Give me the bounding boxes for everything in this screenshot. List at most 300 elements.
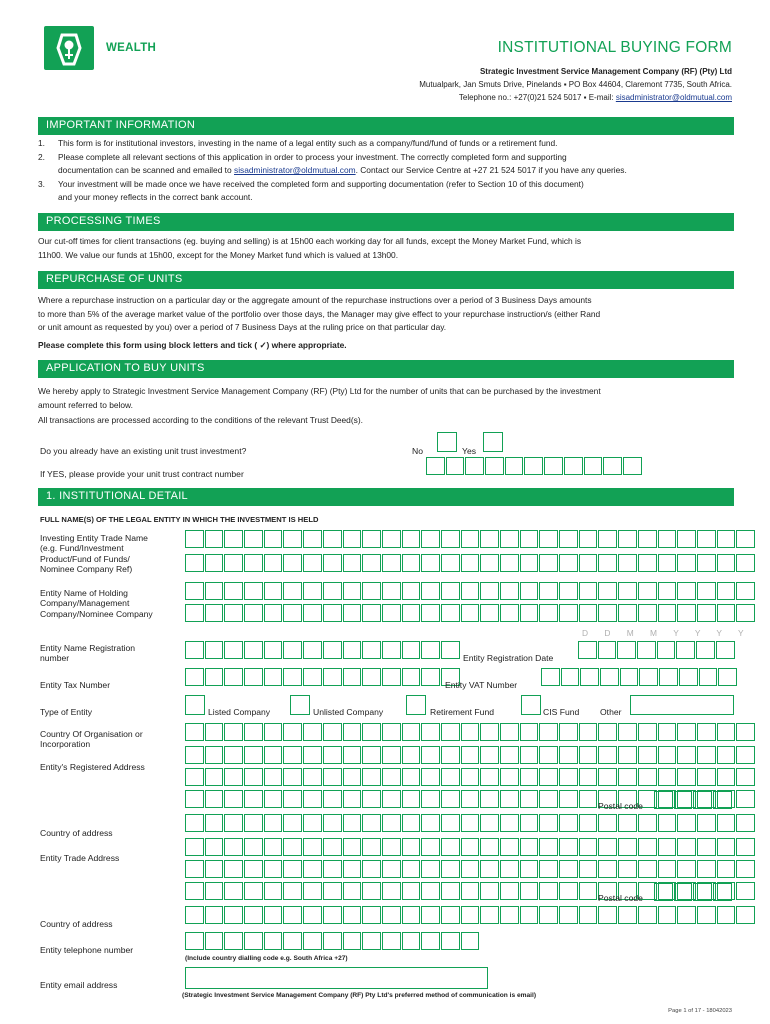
- input-cell[interactable]: [539, 604, 558, 622]
- input-cell[interactable]: [264, 932, 283, 950]
- input-cell[interactable]: [693, 791, 712, 809]
- input-cell[interactable]: [244, 790, 263, 808]
- input-cell[interactable]: [264, 604, 283, 622]
- input-cell[interactable]: [224, 668, 243, 686]
- input-cell[interactable]: [559, 906, 578, 924]
- input-cell[interactable]: [598, 723, 617, 741]
- telephone-field[interactable]: [185, 932, 480, 950]
- input-cell[interactable]: [343, 723, 362, 741]
- input-cell[interactable]: [638, 746, 657, 764]
- input-cell[interactable]: [638, 860, 657, 878]
- input-cell[interactable]: [421, 932, 440, 950]
- input-cell[interactable]: [362, 668, 381, 686]
- input-cell[interactable]: [480, 768, 499, 786]
- input-cell[interactable]: [559, 814, 578, 832]
- input-cell[interactable]: [638, 582, 657, 600]
- input-cell[interactable]: [205, 882, 224, 900]
- input-cell[interactable]: [264, 814, 283, 832]
- input-cell[interactable]: [264, 906, 283, 924]
- input-cell[interactable]: [185, 554, 204, 572]
- input-cell[interactable]: [677, 554, 696, 572]
- input-cell[interactable]: [224, 604, 243, 622]
- input-cell[interactable]: [402, 768, 421, 786]
- country-address-field[interactable]: [185, 814, 756, 832]
- input-cell[interactable]: [205, 814, 224, 832]
- input-cell[interactable]: [244, 814, 263, 832]
- input-cell[interactable]: [697, 838, 716, 856]
- input-cell[interactable]: [677, 814, 696, 832]
- input-cell[interactable]: [520, 814, 539, 832]
- input-cell[interactable]: [362, 882, 381, 900]
- input-cell[interactable]: [283, 932, 302, 950]
- input-cell[interactable]: [343, 582, 362, 600]
- input-cell[interactable]: [603, 457, 622, 475]
- input-cell[interactable]: [343, 932, 362, 950]
- input-cell[interactable]: [185, 790, 204, 808]
- input-cell[interactable]: [382, 641, 401, 659]
- input-cell[interactable]: [677, 723, 696, 741]
- input-cell[interactable]: [638, 906, 657, 924]
- input-cell[interactable]: [544, 457, 563, 475]
- input-cell[interactable]: [362, 768, 381, 786]
- input-cell[interactable]: [658, 604, 677, 622]
- input-cell[interactable]: [579, 530, 598, 548]
- input-cell[interactable]: [618, 746, 637, 764]
- input-cell[interactable]: [598, 641, 617, 659]
- contract-number-field[interactable]: [426, 457, 643, 475]
- input-cell[interactable]: [480, 746, 499, 764]
- input-cell[interactable]: [717, 906, 736, 924]
- input-cell[interactable]: [561, 668, 580, 686]
- input-cell[interactable]: [564, 457, 583, 475]
- input-cell[interactable]: [185, 860, 204, 878]
- input-cell[interactable]: [559, 582, 578, 600]
- input-cell[interactable]: [539, 768, 558, 786]
- input-cell[interactable]: [541, 668, 560, 686]
- input-cell[interactable]: [224, 932, 243, 950]
- input-cell[interactable]: [697, 906, 716, 924]
- input-cell[interactable]: [697, 604, 716, 622]
- input-cell[interactable]: [559, 860, 578, 878]
- input-cell[interactable]: [303, 932, 322, 950]
- input-cell[interactable]: [323, 746, 342, 764]
- input-cell[interactable]: [185, 746, 204, 764]
- country-address-field-2[interactable]: [185, 906, 756, 924]
- input-cell[interactable]: [717, 768, 736, 786]
- input-cell[interactable]: [618, 554, 637, 572]
- input-cell[interactable]: [736, 814, 755, 832]
- input-cell[interactable]: [185, 668, 204, 686]
- input-cell[interactable]: [736, 582, 755, 600]
- input-cell[interactable]: [244, 746, 263, 764]
- input-cell[interactable]: [480, 604, 499, 622]
- input-cell[interactable]: [500, 582, 519, 600]
- input-cell[interactable]: [539, 860, 558, 878]
- input-cell[interactable]: [244, 838, 263, 856]
- input-cell[interactable]: [559, 746, 578, 764]
- input-cell[interactable]: [402, 746, 421, 764]
- input-cell[interactable]: [736, 554, 755, 572]
- input-cell[interactable]: [264, 790, 283, 808]
- input-cell[interactable]: [520, 838, 539, 856]
- input-cell[interactable]: [658, 530, 677, 548]
- input-cell[interactable]: [323, 790, 342, 808]
- registered-address-row1[interactable]: [185, 746, 756, 764]
- input-cell[interactable]: [618, 814, 637, 832]
- input-cell[interactable]: [461, 814, 480, 832]
- input-cell[interactable]: [461, 768, 480, 786]
- input-cell[interactable]: [185, 906, 204, 924]
- input-cell[interactable]: [421, 746, 440, 764]
- input-cell[interactable]: [205, 906, 224, 924]
- input-cell[interactable]: [697, 746, 716, 764]
- input-cell[interactable]: [500, 882, 519, 900]
- input-cell[interactable]: [244, 582, 263, 600]
- input-cell[interactable]: [485, 457, 504, 475]
- input-cell[interactable]: [323, 882, 342, 900]
- input-cell[interactable]: [539, 906, 558, 924]
- input-cell[interactable]: [382, 604, 401, 622]
- input-cell[interactable]: [520, 530, 539, 548]
- input-cell[interactable]: [382, 838, 401, 856]
- postal-code-field[interactable]: [654, 791, 733, 809]
- input-cell[interactable]: [480, 530, 499, 548]
- input-cell[interactable]: [679, 668, 698, 686]
- input-cell[interactable]: [717, 530, 736, 548]
- input-cell[interactable]: [598, 768, 617, 786]
- input-cell[interactable]: [579, 582, 598, 600]
- input-cell[interactable]: [343, 746, 362, 764]
- input-cell[interactable]: [559, 882, 578, 900]
- input-cell[interactable]: [264, 882, 283, 900]
- input-cell[interactable]: [441, 604, 460, 622]
- input-cell[interactable]: [677, 530, 696, 548]
- input-cell[interactable]: [697, 768, 716, 786]
- input-cell[interactable]: [362, 790, 381, 808]
- input-cell[interactable]: [283, 814, 302, 832]
- input-cell[interactable]: [697, 582, 716, 600]
- input-cell[interactable]: [303, 582, 322, 600]
- input-cell[interactable]: [461, 582, 480, 600]
- input-cell[interactable]: [205, 582, 224, 600]
- input-cell[interactable]: [382, 814, 401, 832]
- input-cell[interactable]: [185, 814, 204, 832]
- input-cell[interactable]: [185, 882, 204, 900]
- input-cell[interactable]: [717, 554, 736, 572]
- input-cell[interactable]: [618, 604, 637, 622]
- input-cell[interactable]: [677, 860, 696, 878]
- input-cell[interactable]: [343, 882, 362, 900]
- input-cell[interactable]: [362, 604, 381, 622]
- input-cell[interactable]: [264, 582, 283, 600]
- input-cell[interactable]: [224, 814, 243, 832]
- input-cell[interactable]: [362, 906, 381, 924]
- input-cell[interactable]: [362, 746, 381, 764]
- input-cell[interactable]: [205, 554, 224, 572]
- input-cell[interactable]: [402, 838, 421, 856]
- input-cell[interactable]: [283, 906, 302, 924]
- input-cell[interactable]: [244, 604, 263, 622]
- input-cell[interactable]: [500, 723, 519, 741]
- cis-fund-checkbox[interactable]: [521, 695, 541, 715]
- input-cell[interactable]: [323, 554, 342, 572]
- input-cell[interactable]: [520, 582, 539, 600]
- input-cell[interactable]: [736, 838, 755, 856]
- input-cell[interactable]: [402, 723, 421, 741]
- input-cell[interactable]: [658, 723, 677, 741]
- input-cell[interactable]: [244, 530, 263, 548]
- input-cell[interactable]: [343, 814, 362, 832]
- input-cell[interactable]: [362, 932, 381, 950]
- input-cell[interactable]: [500, 838, 519, 856]
- input-cell[interactable]: [461, 604, 480, 622]
- input-cell[interactable]: [480, 582, 499, 600]
- input-cell[interactable]: [185, 932, 204, 950]
- input-cell[interactable]: [441, 554, 460, 572]
- tax-number-field[interactable]: [185, 668, 461, 686]
- input-cell[interactable]: [480, 882, 499, 900]
- input-cell[interactable]: [658, 582, 677, 600]
- input-cell[interactable]: [303, 668, 322, 686]
- input-cell[interactable]: [618, 838, 637, 856]
- input-cell[interactable]: [264, 723, 283, 741]
- input-cell[interactable]: [579, 554, 598, 572]
- input-cell[interactable]: [658, 814, 677, 832]
- input-cell[interactable]: [283, 746, 302, 764]
- input-cell[interactable]: [323, 838, 342, 856]
- input-cell[interactable]: [500, 530, 519, 548]
- input-cell[interactable]: [343, 790, 362, 808]
- input-cell[interactable]: [421, 882, 440, 900]
- input-cell[interactable]: [323, 814, 342, 832]
- input-cell[interactable]: [717, 860, 736, 878]
- input-cell[interactable]: [638, 814, 657, 832]
- input-cell[interactable]: [264, 530, 283, 548]
- input-cell[interactable]: [205, 768, 224, 786]
- input-cell[interactable]: [382, 668, 401, 686]
- input-cell[interactable]: [618, 906, 637, 924]
- yes-checkbox[interactable]: [483, 432, 503, 452]
- input-cell[interactable]: [579, 790, 598, 808]
- input-cell[interactable]: [283, 768, 302, 786]
- trade-address-row2[interactable]: [185, 860, 756, 878]
- input-cell[interactable]: [421, 554, 440, 572]
- input-cell[interactable]: [461, 932, 480, 950]
- input-cell[interactable]: [600, 668, 619, 686]
- input-cell[interactable]: [264, 641, 283, 659]
- input-cell[interactable]: [620, 668, 639, 686]
- input-cell[interactable]: [658, 860, 677, 878]
- no-checkbox[interactable]: [437, 432, 457, 452]
- input-cell[interactable]: [736, 768, 755, 786]
- input-cell[interactable]: [677, 582, 696, 600]
- input-cell[interactable]: [303, 723, 322, 741]
- input-cell[interactable]: [598, 604, 617, 622]
- input-cell[interactable]: [323, 932, 342, 950]
- input-cell[interactable]: [736, 906, 755, 924]
- input-cell[interactable]: [441, 790, 460, 808]
- input-cell[interactable]: [421, 641, 440, 659]
- input-cell[interactable]: [480, 838, 499, 856]
- input-cell[interactable]: [244, 723, 263, 741]
- input-cell[interactable]: [736, 723, 755, 741]
- email-field[interactable]: [185, 967, 488, 989]
- input-cell[interactable]: [579, 604, 598, 622]
- input-cell[interactable]: [205, 746, 224, 764]
- input-cell[interactable]: [185, 530, 204, 548]
- input-cell[interactable]: [205, 790, 224, 808]
- input-cell[interactable]: [224, 641, 243, 659]
- input-cell[interactable]: [283, 838, 302, 856]
- input-cell[interactable]: [500, 906, 519, 924]
- input-cell[interactable]: [717, 746, 736, 764]
- input-cell[interactable]: [205, 604, 224, 622]
- input-cell[interactable]: [426, 457, 445, 475]
- input-cell[interactable]: [323, 723, 342, 741]
- input-cell[interactable]: [623, 457, 642, 475]
- input-cell[interactable]: [677, 838, 696, 856]
- input-cell[interactable]: [283, 882, 302, 900]
- input-cell[interactable]: [303, 838, 322, 856]
- input-cell[interactable]: [718, 668, 737, 686]
- input-cell[interactable]: [654, 791, 673, 809]
- input-cell[interactable]: [421, 582, 440, 600]
- input-cell[interactable]: [598, 906, 617, 924]
- input-cell[interactable]: [697, 723, 716, 741]
- input-cell[interactable]: [382, 530, 401, 548]
- input-cell[interactable]: [658, 768, 677, 786]
- input-cell[interactable]: [185, 768, 204, 786]
- input-cell[interactable]: [343, 906, 362, 924]
- vat-number-field[interactable]: [541, 668, 738, 686]
- holding-company-row2[interactable]: [185, 604, 756, 622]
- input-cell[interactable]: [343, 768, 362, 786]
- input-cell[interactable]: [559, 604, 578, 622]
- input-cell[interactable]: [224, 768, 243, 786]
- input-cell[interactable]: [283, 668, 302, 686]
- input-cell[interactable]: [717, 723, 736, 741]
- input-cell[interactable]: [598, 838, 617, 856]
- input-cell[interactable]: [579, 768, 598, 786]
- retirement-fund-checkbox[interactable]: [406, 695, 426, 715]
- input-cell[interactable]: [578, 641, 597, 659]
- input-cell[interactable]: [224, 530, 243, 548]
- input-cell[interactable]: [677, 746, 696, 764]
- input-cell[interactable]: [323, 530, 342, 548]
- input-cell[interactable]: [303, 906, 322, 924]
- input-cell[interactable]: [676, 641, 695, 659]
- input-cell[interactable]: [185, 582, 204, 600]
- input-cell[interactable]: [500, 746, 519, 764]
- input-cell[interactable]: [461, 906, 480, 924]
- input-cell[interactable]: [559, 554, 578, 572]
- input-cell[interactable]: [283, 604, 302, 622]
- input-cell[interactable]: [559, 768, 578, 786]
- input-cell[interactable]: [579, 838, 598, 856]
- input-cell[interactable]: [598, 814, 617, 832]
- input-cell[interactable]: [520, 554, 539, 572]
- input-cell[interactable]: [244, 860, 263, 878]
- input-cell[interactable]: [736, 860, 755, 878]
- input-cell[interactable]: [264, 668, 283, 686]
- input-cell[interactable]: [520, 768, 539, 786]
- input-cell[interactable]: [674, 883, 693, 901]
- input-cell[interactable]: [559, 723, 578, 741]
- input-cell[interactable]: [343, 530, 362, 548]
- input-cell[interactable]: [362, 582, 381, 600]
- input-cell[interactable]: [421, 604, 440, 622]
- input-cell[interactable]: [736, 746, 755, 764]
- input-cell[interactable]: [402, 604, 421, 622]
- input-cell[interactable]: [461, 790, 480, 808]
- input-cell[interactable]: [713, 883, 732, 901]
- input-cell[interactable]: [224, 554, 243, 572]
- input-cell[interactable]: [382, 860, 401, 878]
- input-cell[interactable]: [303, 768, 322, 786]
- input-cell[interactable]: [205, 932, 224, 950]
- input-cell[interactable]: [441, 582, 460, 600]
- input-cell[interactable]: [382, 582, 401, 600]
- input-cell[interactable]: [382, 746, 401, 764]
- input-cell[interactable]: [697, 554, 716, 572]
- input-cell[interactable]: [224, 860, 243, 878]
- input-cell[interactable]: [446, 457, 465, 475]
- input-cell[interactable]: [441, 860, 460, 878]
- input-cell[interactable]: [283, 860, 302, 878]
- input-cell[interactable]: [205, 641, 224, 659]
- input-cell[interactable]: [524, 457, 543, 475]
- input-cell[interactable]: [441, 723, 460, 741]
- header-email-link[interactable]: sisadministrator@oldmutual.com: [615, 93, 732, 102]
- input-cell[interactable]: [303, 530, 322, 548]
- input-cell[interactable]: [579, 882, 598, 900]
- input-cell[interactable]: [244, 641, 263, 659]
- input-cell[interactable]: [559, 530, 578, 548]
- input-cell[interactable]: [579, 746, 598, 764]
- input-cell[interactable]: [461, 882, 480, 900]
- email-link[interactable]: sisadministrator@oldmutual.com: [234, 165, 356, 175]
- input-cell[interactable]: [185, 723, 204, 741]
- input-cell[interactable]: [539, 554, 558, 572]
- input-cell[interactable]: [382, 932, 401, 950]
- input-cell[interactable]: [402, 790, 421, 808]
- input-cell[interactable]: [205, 668, 224, 686]
- registration-number-field[interactable]: [185, 641, 461, 659]
- input-cell[interactable]: [461, 530, 480, 548]
- input-cell[interactable]: [402, 814, 421, 832]
- input-cell[interactable]: [303, 746, 322, 764]
- input-cell[interactable]: [658, 838, 677, 856]
- input-cell[interactable]: [677, 604, 696, 622]
- input-cell[interactable]: [480, 790, 499, 808]
- input-cell[interactable]: [677, 768, 696, 786]
- input-cell[interactable]: [559, 790, 578, 808]
- input-cell[interactable]: [559, 838, 578, 856]
- input-cell[interactable]: [244, 882, 263, 900]
- input-cell[interactable]: [244, 768, 263, 786]
- postal-code-field-2[interactable]: [654, 883, 733, 901]
- holding-company-row1[interactable]: [185, 582, 756, 600]
- input-cell[interactable]: [480, 554, 499, 572]
- input-cell[interactable]: [717, 582, 736, 600]
- input-cell[interactable]: [343, 860, 362, 878]
- input-cell[interactable]: [402, 582, 421, 600]
- input-cell[interactable]: [480, 906, 499, 924]
- input-cell[interactable]: [520, 882, 539, 900]
- country-organisation-field[interactable]: [185, 723, 756, 741]
- input-cell[interactable]: [362, 554, 381, 572]
- input-cell[interactable]: [323, 906, 342, 924]
